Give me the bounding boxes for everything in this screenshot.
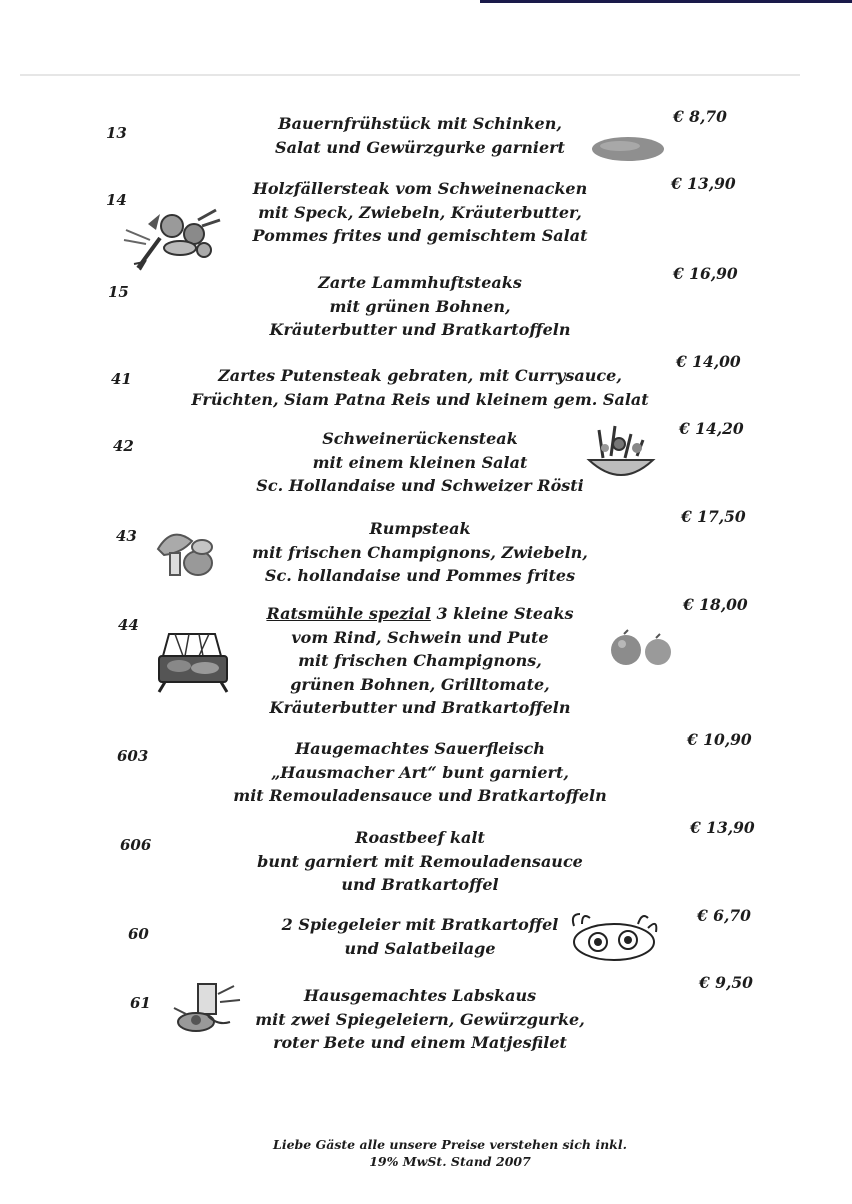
item-price: € 6,70 [697, 906, 751, 925]
item-description: Holzfällersteak vom Schweinenacken mit Speck, Zwiebeln, Kräuterbutter, Pommes frites und gemischtem Salat [252, 179, 588, 245]
item-description: Schweinerückensteak mit einem kleinen Salat Sc. Hollandaise und Schweizer Rösti [256, 429, 584, 495]
mushroom-icon [152, 523, 218, 587]
price-note-footer [200, 1136, 700, 1170]
item-number: 61 [130, 994, 151, 1012]
item-price: € 16,90 [673, 264, 738, 283]
item-price: € 13,90 [671, 174, 736, 193]
scan-divider [20, 74, 800, 76]
item-description: Haugemachtes Sauerfleisch „Hausmacher Art“ bunt garniert, mit Remouladensauce und Bratkartoffeln [233, 739, 607, 805]
item-number: 606 [120, 836, 152, 854]
item-description: Rumpsteak mit frischen Champignons, Zwiebeln, Sc. hollandaise und Pommes frites [252, 519, 588, 585]
grill-steaks-icon [155, 626, 231, 696]
item-price: € 13,90 [690, 818, 755, 837]
top-edge-rule [480, 0, 852, 3]
item-description: Roastbeef kalt bunt garniert mit Remouladensauce und Bratkartoffel [257, 828, 583, 894]
footer-line-2: 19% MwSt. Stand 2007 [369, 1154, 531, 1169]
item-price: € 14,20 [679, 419, 744, 438]
labskaus-pot-icon [168, 978, 246, 1038]
item-price: € 10,90 [687, 730, 752, 749]
item-number: 42 [113, 437, 134, 455]
item-number: 41 [111, 370, 132, 388]
item-description: Hausgemachtes Labskaus mit zwei Spiegeleiern, Gewürzgurke, roter Bete und einem Matjesfilet [255, 986, 585, 1052]
special-title: Ratsmühle spezial [266, 604, 431, 623]
tomatoes-icon [606, 626, 676, 672]
salad-bowl-icon [585, 420, 657, 488]
item-price: € 14,00 [676, 352, 741, 371]
footer-line-1: Liebe Gäste alle unsere Preise verstehen sich inkl. [273, 1137, 627, 1152]
item-number: 13 [106, 124, 127, 142]
item-description: Ratsmühle spezial 3 kleine Steaks vom Rind, Schwein und Pute mit frischen Champignons, grünen Bohnen, Grilltomate, Kräuterbutter und Bratkartoffeln [266, 604, 574, 717]
item-description: Bauernfrühstück mit Schinken, Salat und Gewürzgurke garniert [275, 114, 565, 157]
pickle-icon [590, 133, 670, 165]
vegetables-icon [120, 200, 224, 274]
item-number: 14 [106, 191, 127, 209]
item-price: € 17,50 [681, 507, 746, 526]
item-number: 15 [108, 283, 129, 301]
item-price: € 9,50 [699, 973, 753, 992]
item-number: 60 [128, 925, 149, 943]
fried-eggs-icon [568, 908, 660, 966]
item-description: Zartes Putensteak gebraten, mit Currysauce, Früchten, Siam Patna Reis und kleinem gem. Salat [191, 366, 649, 409]
item-number: 43 [116, 527, 137, 545]
item-number: 44 [118, 616, 139, 634]
item-description: 2 Spiegeleier mit Bratkartoffel und Salatbeilage [281, 915, 559, 958]
item-description: Zarte Lammhuftsteaks mit grünen Bohnen, Kräuterbutter und Bratkartoffeln [269, 273, 571, 339]
item-price: € 18,00 [683, 595, 748, 614]
item-price: € 8,70 [673, 107, 727, 126]
item-number: 603 [117, 747, 149, 765]
